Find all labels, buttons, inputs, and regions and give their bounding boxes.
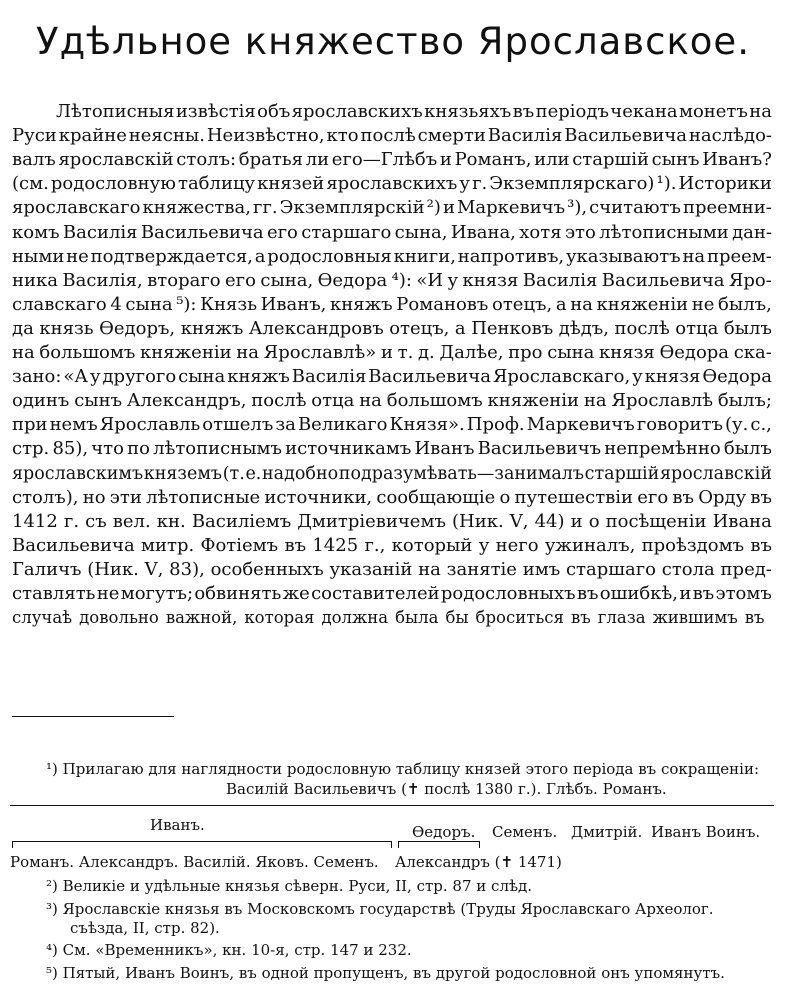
- tree-dmitriy: Дмитрій.: [571, 823, 643, 841]
- body-line: Галичъ (Ник. Ⅴ, 83), особенныхъ указаній на занятіе имъ старшаго стола пред-: [12, 558, 772, 580]
- page-title: Удѣльное княжество Ярославское.: [36, 20, 750, 63]
- body-line: на большомъ княженіи на Ярославлѣ» и т. д. Далѣе, про сына князя Ѳедора ска-: [12, 342, 772, 363]
- body-line: одинъ сынъ Александръ, послѣ отца на большомъ княженіи на Ярославлѣ былъ;: [12, 390, 772, 412]
- body-line: столъ), но эти лѣтописные источники, сообщающіе о путешествіи его въ Орду въ: [12, 486, 772, 508]
- tree-fedor: Ѳедоръ.: [412, 823, 476, 841]
- body-line: стр. 85), что по лѣтописнымъ источникамъ Иванъ Васильевичъ непремѣнно былъ: [12, 438, 772, 460]
- footnote-1-line-2: Василій Васильевичъ (✝ послѣ 1380 г.). Глѣбъ. Романъ.: [226, 780, 667, 798]
- footnote-4: ⁴) См. «Временникъ», кн. 10-я, стр. 147 и 232.: [46, 941, 412, 959]
- tree-ivan-children: Романъ. Александръ. Василій. Яковъ. Семенъ.: [10, 853, 379, 871]
- body-line: 1412 г. съ вел. кн. Василіемъ Дмитріевичемъ (Ник. Ⅴ, 44) и о посѣщеніи Ивана: [12, 510, 772, 532]
- body-line: зано: «А у другого сына княжъ Василія Васильевича Ярославскаго, у князя Ѳедора: [12, 366, 772, 388]
- footnote-3-line-2: съѣзда, II, стр. 82).: [70, 919, 220, 937]
- body-line: случаѣ довольно важной, которая должна была бы броситься въ глаза жившимъ въ: [12, 608, 765, 628]
- footnote-3-line-1: ³) Ярославскіе князья въ Московскомъ государствѣ (Труды Ярославскаго Археолог.: [46, 900, 714, 918]
- fedor-children-bracket: [398, 841, 480, 848]
- tree-fedor-child: Александръ (✝ 1471): [395, 853, 562, 871]
- footnote-1-line-1: ¹) Прилагаю для наглядности родословную таблицу князей этого періода въ сокращеніи:: [46, 760, 759, 778]
- body-line: ставлять не могутъ; обвинять же составителей родословныхъ въ ошибкѣ, и въ этомъ: [12, 583, 772, 604]
- body-line: да князь Ѳедоръ, княжъ Александровъ отецъ, а Пенковъ дѣдъ, послѣ отца былъ: [12, 317, 772, 339]
- footnote-5: ⁵) Пятый, Иванъ Воинъ, въ одной пропущенъ, въ другой родословной онъ упомянутъ.: [46, 964, 725, 982]
- body-line: при немъ Ярославль отшелъ за Великаго Князя». Проф. Маркевичъ говоритъ (у. с.,: [12, 414, 772, 436]
- body-line: Руси крайне неясны. Неизвѣстно, кто послѣ смерти Василія Васильевича наслѣдо-: [12, 125, 772, 147]
- tree-top-rule: [10, 805, 774, 806]
- body-line: (см. родословную таблицу князей ярославскихъ у г. Экземплярскаго) ¹). Историки: [12, 173, 772, 195]
- body-line: ными не подтверждается, а родословныя книги, напротивъ, указываютъ на преем-: [12, 245, 772, 267]
- body-line: ника Василія, втораго его сына, Ѳедора ⁴): «И у князя Василія Васильевича Яро-: [12, 269, 772, 291]
- body-line: славскаго 4 сына ⁵): Князь Иванъ, княжъ Романовъ отецъ, а на княженіи не былъ,: [12, 293, 772, 315]
- body-line: валъ ярославскій столъ: братья ли его—Глѣбъ и Романъ, или старшій сынъ Иванъ?: [12, 149, 772, 171]
- ivan-children-bracket: [12, 841, 392, 848]
- footnote-divider: [12, 716, 174, 717]
- tree-ivan: Иванъ.: [150, 816, 205, 834]
- body-line: комъ Василія Васильевича его старшаго сына, Ивана, хотя это лѣтописными дан-: [12, 221, 772, 243]
- footnote-2: ²) Великіе и удѣльные князья сѣверн. Руси, II, стр. 87 и слѣд.: [46, 877, 533, 895]
- tree-semen: Семенъ.: [492, 823, 558, 841]
- tree-ivan-voin: Иванъ Воинъ.: [651, 823, 761, 841]
- body-line: ярославскаго княжества, гг. Экземплярскій ²) и Маркевичъ ³), считаютъ преемни-: [12, 197, 772, 219]
- body-line: Васильевича митр. Фотіемъ въ 1425 г., который у него ужиналъ, проѣздомъ въ: [12, 534, 772, 556]
- body-line: Лѣтописныя извѣстія объ ярославскихъ князьяхъ въ періодъ чекана монетъ на: [56, 101, 772, 122]
- body-line: ярославскимъ княземъ (т. е. надобно подразумѣвать—занималъ старшій ярославскій: [12, 463, 772, 484]
